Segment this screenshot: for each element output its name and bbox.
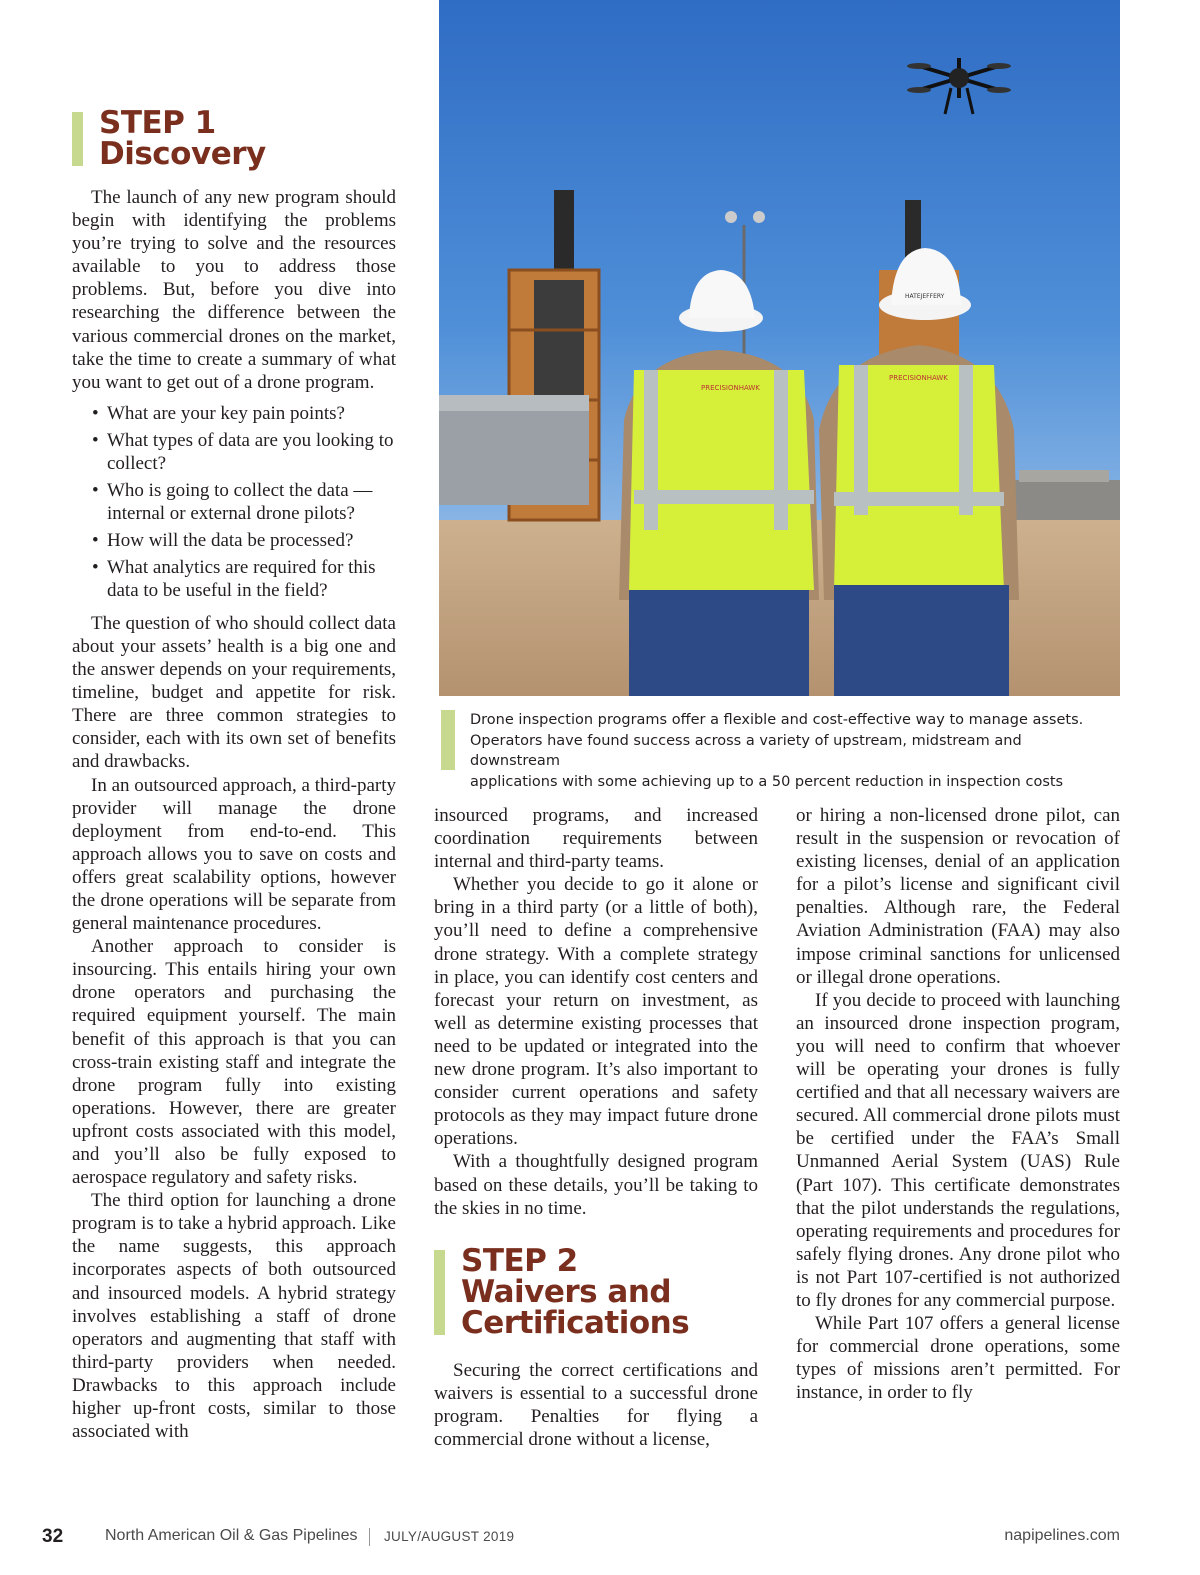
paragraph: Whether you decide to go it alone or bring in a third party (or a little of both), you’ll need to define a comprehensive drone strategy. With a complete strategy in place, you can identify cost centers and forecast your return on investment, as well as determine existing processes that need to be updated or integrated into the new drone program. It’s also important to consider current operations and safety protocols as they may impact future drone operations. — [434, 874, 758, 1150]
step2-heading — [434, 1242, 758, 1341]
step1-heading — [72, 105, 419, 172]
step1-number: STEP 1 — [99, 105, 216, 141]
caption-line: applications with some achieving up to a 50 percent reduction in inspection costs — [470, 773, 1064, 790]
website-link[interactable]: napipelines.com — [1004, 1527, 1120, 1544]
paragraph: The question of who should collect data about your assets’ health is a big one and the answer depends on your requirements, timeline, budget and appetite for risk. There are three common strategies to consider, each with its own set of benefits and drawbacks. — [72, 612, 396, 773]
footer-divider — [369, 1528, 370, 1546]
heading-accent-bar — [72, 112, 83, 166]
paragraph: In an outsourced approach, a third-party provider will manage the drone deployment from end-to-end. This approach allows you to save on costs and offers great scalability options, however the drone operations will be separate from general maintenance procedures. — [72, 774, 396, 935]
paragraph: With a thoughtfully designed program based on these details, you’ll be taking to the skies in no time. — [434, 1151, 758, 1219]
list-item: • What are your key pain points? — [92, 402, 345, 424]
photo-illustration — [439, 0, 1120, 696]
article-column-2 — [434, 804, 758, 1451]
caption-accent-bar — [441, 710, 455, 770]
list-item: • How will the data be processed? — [92, 529, 354, 551]
paragraph: Securing the correct certifications and waivers is essential to a successful drone program. Penalties for flying a commercial drone without a license, — [434, 1359, 758, 1450]
paragraph: If you decide to proceed with launching an insourced drone inspection program, you will need to confirm that whoever will be operating your drones is fully certified and that all necessary waivers are secured. All commercial drone pilots must be certified under the FAA’s Small Unmanned Aerial System (UAS) Rule (Part 107). This certificate demonstrates that the pilot understands the regulations, operating requirements and procedures for safely flying drones. Any drone pilot who is not Part 107-certified is not authorized to fly drones for any commercial purpose. — [796, 989, 1120, 1311]
caption-text — [470, 710, 1110, 792]
drone-inspection-photo — [439, 0, 1120, 696]
paragraph: Another approach to consider is insourcing. This entails hiring your own drone operators and purchasing the required equipment yourself. The main benefit of this approach is that you can cross-train existing staff and integrate the drone program fully into existing operations. However, there are greater upfront costs associated with this model, and you’ll also be fully exposed to aerospace regulatory and safety risks. — [72, 936, 396, 1189]
heading-accent-bar — [434, 1250, 445, 1335]
article-column-1 — [72, 186, 396, 1443]
vest-logo-right: PRECISIONHAWK — [889, 374, 948, 382]
step2-number: STEP 2 — [461, 1242, 578, 1279]
list-item: • What analytics are required for this data to be useful in the field? — [92, 556, 376, 601]
question-list — [92, 402, 396, 602]
paragraph: While Part 107 offers a general license for commercial drone operations, some types of missions aren’t permitted. For instance, in order to fly — [796, 1313, 1120, 1404]
article-column-3 — [796, 804, 1120, 1404]
bullet-glyph: • — [92, 429, 99, 451]
issue-date: JULY/AUGUST 2019 — [384, 1529, 515, 1544]
vest-logo-left: PRECISIONHAWK — [701, 384, 760, 392]
bullet-glyph: • — [92, 402, 99, 424]
paragraph: or hiring a non-licensed drone pilot, can result in the suspension or revocation of existing licenses, denial of an application for a pilot’s license and significant civil penalties. Although rare, the Federal Aviation Administration (FAA) may also impose criminal sanctions for unlicensed or illegal drone operations. — [796, 805, 1120, 988]
list-item: • What types of data are you looking to collect? — [92, 429, 394, 474]
paragraph: The third option for launching a drone program is to take a hybrid approach. Like the name suggests, this approach incorporates aspects of both outsourced and insourced models. A hybrid strategy involves establishing a staff of drone operators and augmenting that staff with third-party providers when needed. Drawbacks to this approach include higher up-front costs, similar to those associated with — [72, 1190, 396, 1443]
bullet-glyph: • — [92, 479, 99, 501]
caption-line: Operators have found success across a variety of upstream, midstream and downstream — [470, 732, 1022, 769]
paragraph: The launch of any new program should begin with identifying the problems you’re trying to solve and the resources available to you to address those problems. But, before you dive into researching the difference between the various commercial drones on the market, take the time to create a summary of what you want to get out of a drone program. — [72, 187, 396, 393]
list-item: • Who is going to collect the data — internal or external drone pilots? — [92, 479, 373, 524]
publication-name: North American Oil & Gas Pipelines — [105, 1527, 358, 1544]
caption-line: Drone inspection programs offer a flexible and cost-effective way to manage assets. — [470, 712, 1084, 728]
step2-title-line: Certifications — [461, 1304, 690, 1341]
page-footer — [0, 1526, 1200, 1556]
hard-hat-label: HATEJEFFERY — [905, 293, 945, 300]
paragraph: insourced programs, and increased coordination requirements between internal and third-party teams. — [434, 805, 758, 873]
step1-title: Discovery — [99, 136, 266, 172]
page-number: 32 — [42, 1526, 64, 1547]
photo-caption — [441, 710, 1120, 790]
step2-title-line: Waivers and — [461, 1273, 672, 1310]
bullet-glyph: • — [92, 556, 99, 578]
bullet-glyph: • — [92, 529, 99, 551]
